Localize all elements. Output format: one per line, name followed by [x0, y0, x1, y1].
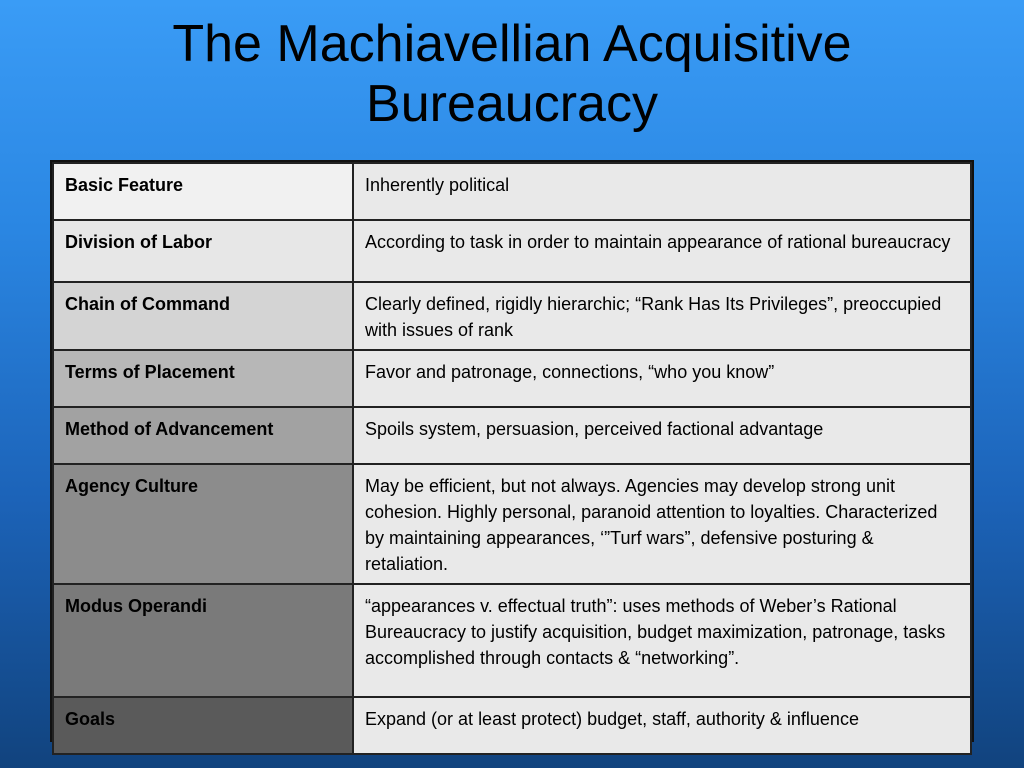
feature-table — [52, 162, 972, 755]
table-row — [53, 697, 971, 754]
table-row — [53, 584, 971, 697]
feature-cell: Modus Operandi — [53, 584, 353, 697]
table-row — [53, 163, 971, 220]
feature-cell: Agency Culture — [53, 464, 353, 584]
table-row — [53, 282, 971, 350]
description-cell: Spoils system, persuasion, perceived factional advantage — [353, 407, 971, 464]
feature-cell: Division of Labor — [53, 220, 353, 282]
description-cell: Clearly defined, rigidly hierarchic; “Rank Has Its Privileges”, preoccupied with issues of rank — [353, 282, 971, 350]
table-row — [53, 220, 971, 282]
description-cell: Inherently political — [353, 163, 971, 220]
description-cell: “appearances v. effectual truth”: uses methods of Weber’s Rational Bureaucracy to justify acquisition, budget maximization, patronage, tasks accomplished through contacts & “networking”. — [353, 584, 971, 697]
feature-cell: Basic Feature — [53, 163, 353, 220]
table-row — [53, 407, 971, 464]
feature-cell: Method of Advancement — [53, 407, 353, 464]
description-cell: Favor and patronage, connections, “who you know” — [353, 350, 971, 407]
table-body — [53, 163, 971, 754]
feature-cell: Terms of Placement — [53, 350, 353, 407]
feature-cell: Goals — [53, 697, 353, 754]
description-cell: May be efficient, but not always. Agencies may develop strong unit cohesion. Highly personal, paranoid attention to loyalties. Characterized by maintaining appearances, ‘”Turf wars”, defensive posturing & retaliation. — [353, 464, 971, 584]
table-row — [53, 464, 971, 584]
slide-title-line-2: Bureaucracy — [366, 75, 658, 133]
feature-cell: Chain of Command — [53, 282, 353, 350]
slide-title — [0, 14, 1024, 134]
table-row — [53, 350, 971, 407]
slide-title-line-1: The Machiavellian Acquisitive — [172, 15, 852, 73]
description-cell: According to task in order to maintain appearance of rational bureaucracy — [353, 220, 971, 282]
description-cell: Expand (or at least protect) budget, staff, authority & influence — [353, 697, 971, 754]
bureaucracy-table — [50, 160, 974, 742]
